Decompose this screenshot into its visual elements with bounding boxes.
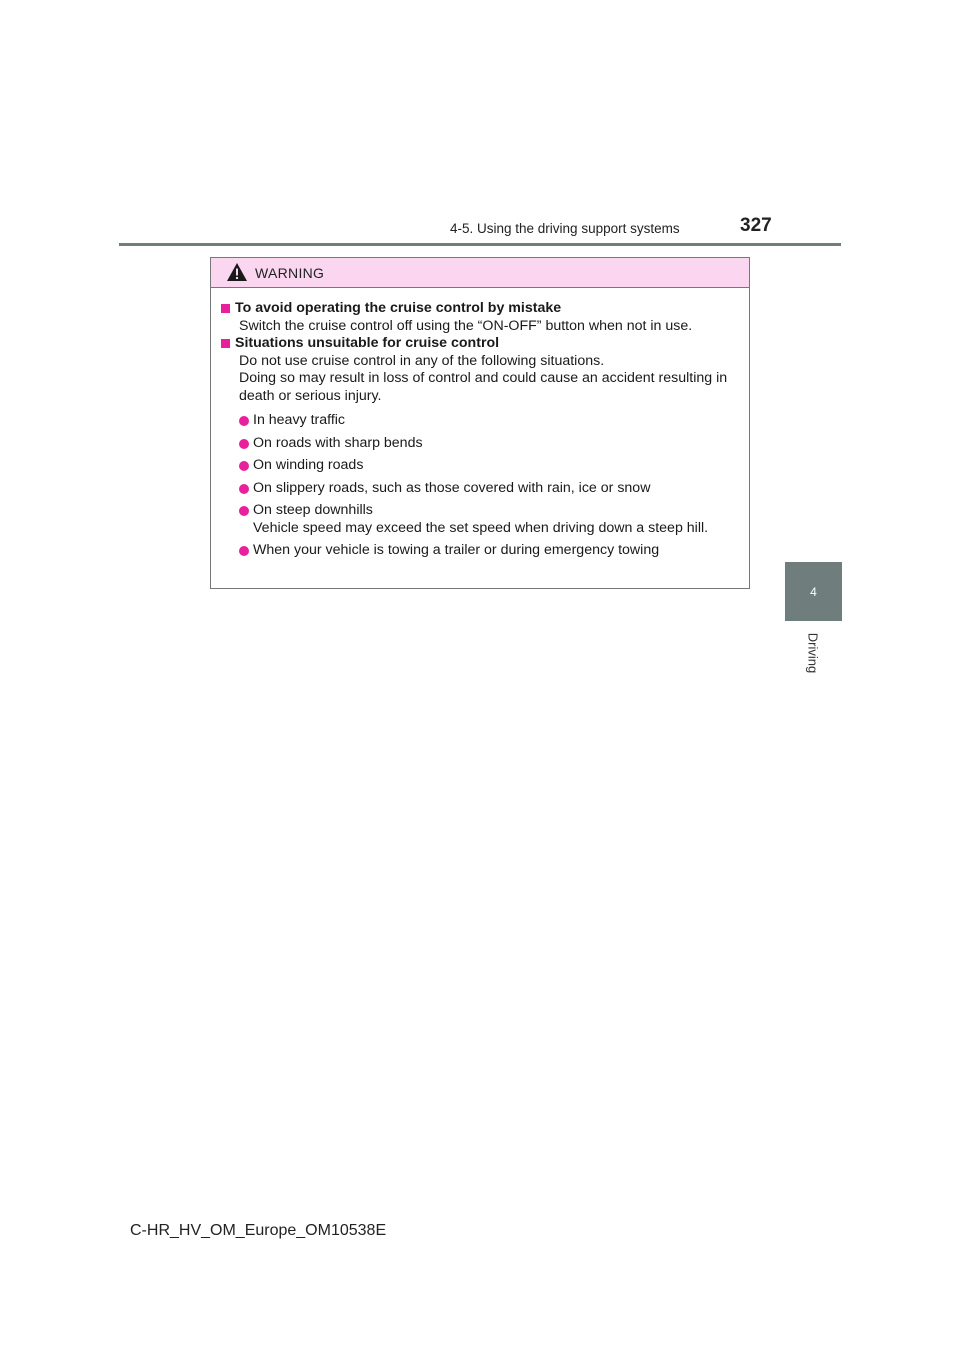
round-bullet-icon xyxy=(239,416,249,426)
section-heading-row xyxy=(219,335,741,353)
warning-section xyxy=(219,300,741,335)
warning-header xyxy=(211,258,749,288)
warning-title: WARNING xyxy=(255,265,325,281)
warning-box xyxy=(210,257,750,589)
chapter-tab xyxy=(785,562,842,621)
section-heading: Situations unsuitable for cruise control xyxy=(235,335,500,351)
round-bullet-icon xyxy=(239,484,249,494)
round-bullet-icon xyxy=(239,439,249,449)
page-number: 327 xyxy=(740,215,772,236)
chapter-label: Driving xyxy=(805,632,821,674)
square-bullet-icon xyxy=(221,304,230,313)
section-heading-row xyxy=(219,300,741,318)
section-paragraph: Switch the cruise control off using the “ON-OFF” button when not in use. xyxy=(239,317,693,334)
header-section-title: 4-5. Using the driving support systems xyxy=(450,221,680,236)
section-paragraph: Do not use cruise control in any of the following situations. xyxy=(239,352,605,369)
list-item xyxy=(239,502,741,537)
list-item-text: When your vehicle is towing a trailer or during emergency towing xyxy=(253,542,660,558)
list-item-detail: Vehicle speed may exceed the set speed when driving down a steep hill. xyxy=(253,519,709,536)
list-item-content xyxy=(253,502,708,537)
round-bullet-icon xyxy=(239,461,249,471)
section-paragraph: Doing so may result in loss of control and could cause an accident resulting in death or serious injury. xyxy=(239,370,728,404)
warning-triangle-icon xyxy=(226,262,248,282)
list-item-text: On steep downhills xyxy=(253,502,373,518)
list-item-text: On winding roads xyxy=(253,457,364,473)
warning-body xyxy=(211,288,749,560)
chapter-number: 4 xyxy=(810,584,817,599)
list-item xyxy=(239,480,741,498)
round-bullet-icon xyxy=(239,546,249,556)
list-item xyxy=(239,457,741,475)
list-item xyxy=(239,435,741,453)
section-heading: To avoid operating the cruise control by mistake xyxy=(235,300,562,316)
list-item xyxy=(239,412,741,430)
round-bullet-icon xyxy=(239,506,249,516)
footer-document-code: C-HR_HV_OM_Europe_OM10538E xyxy=(130,1222,387,1239)
list-item-text: In heavy traffic xyxy=(253,412,346,428)
list-item-text: On slippery roads, such as those covered with rain, ice or snow xyxy=(253,479,651,496)
header-rule xyxy=(119,243,841,246)
square-bullet-icon xyxy=(221,339,230,348)
list-item xyxy=(239,542,741,560)
warning-section xyxy=(219,335,741,560)
list-item-text: On roads with sharp bends xyxy=(253,434,423,451)
